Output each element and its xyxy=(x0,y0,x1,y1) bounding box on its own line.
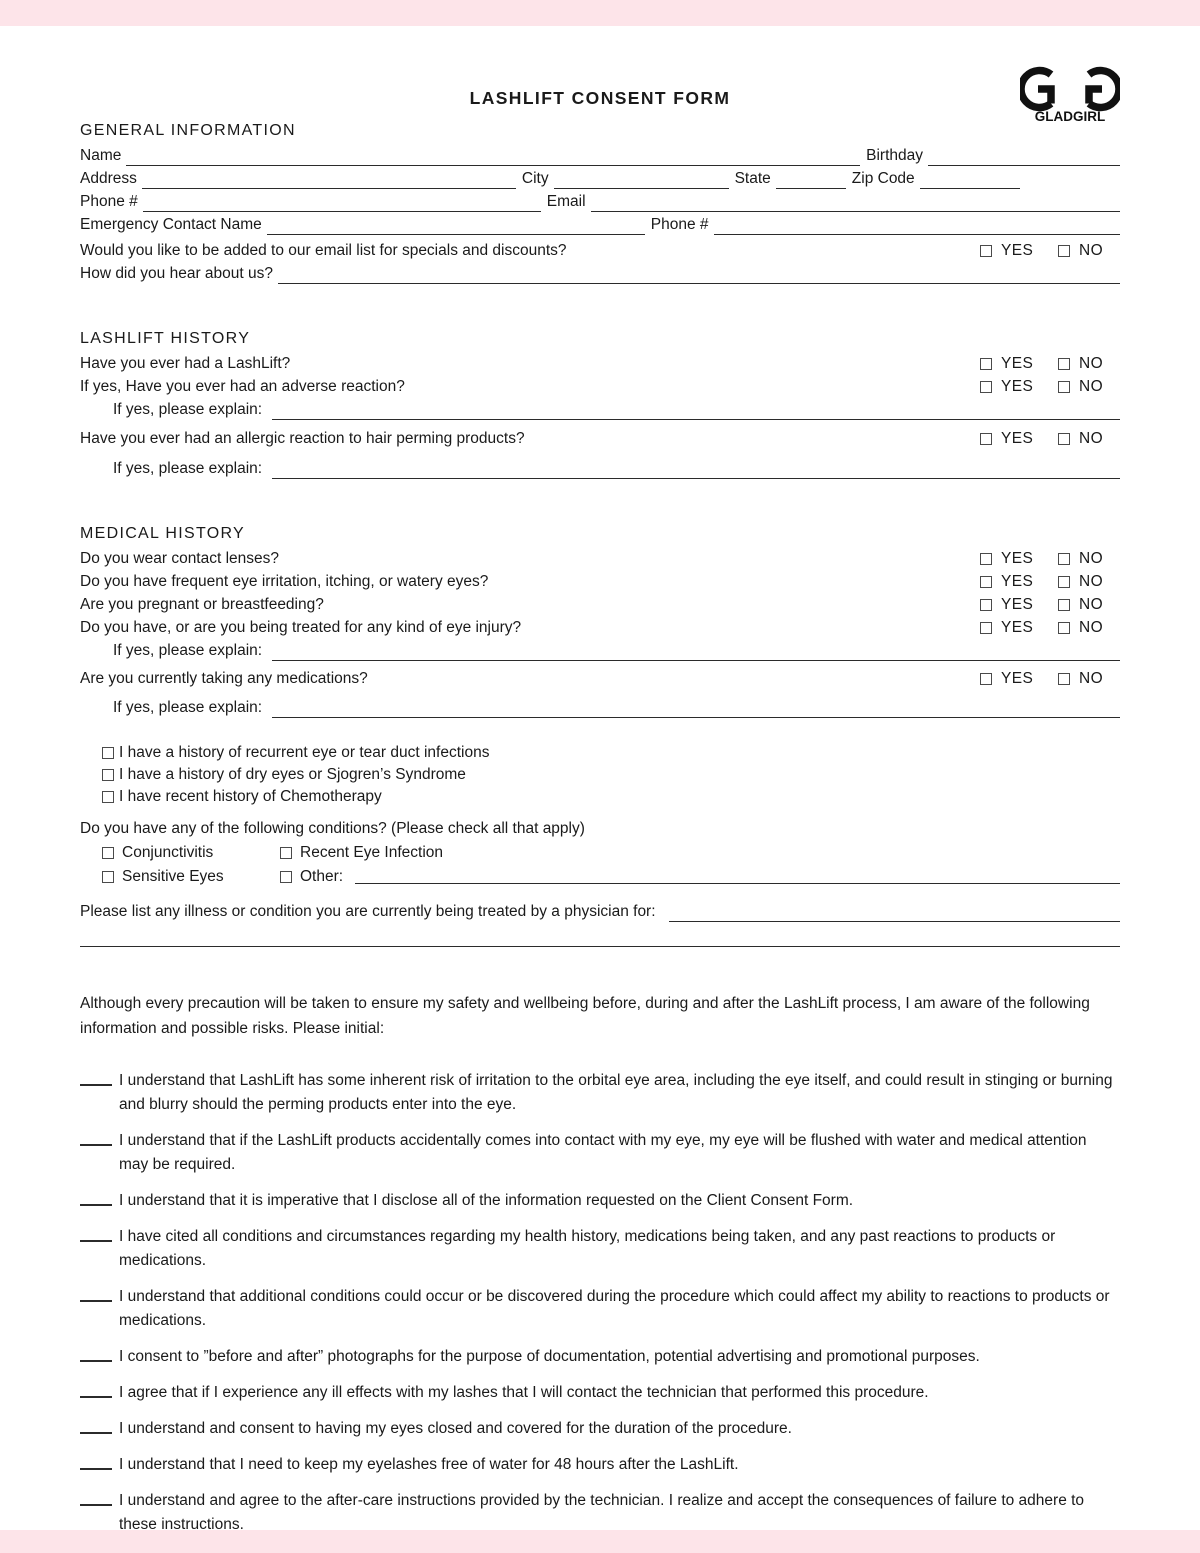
label-state: State xyxy=(734,170,771,187)
label-emergency-contact-name: Emergency Contact Name xyxy=(80,216,262,233)
consent-item xyxy=(80,1453,1120,1477)
row-history-check-1[interactable] xyxy=(80,742,1120,764)
consent-item xyxy=(80,1345,1120,1369)
label-yes: YES xyxy=(1001,670,1034,687)
page-title: LASHLIFT CONSENT FORM xyxy=(469,88,731,108)
section-lashlift-history xyxy=(80,330,1120,479)
row-medical-explain-1 xyxy=(80,640,1120,661)
consent-item-text: I understand that additional conditions could occur or be discovered during the procedure which could affect my ability to reactions to products or medications. xyxy=(119,1288,1110,1329)
condition-sensitive-eyes[interactable] xyxy=(102,865,280,889)
input-address[interactable] xyxy=(142,174,516,189)
input-medical-explain-2[interactable] xyxy=(272,703,1120,718)
label-zip-code: Zip Code xyxy=(851,170,915,187)
label-yes: YES xyxy=(1001,430,1034,447)
row-history-check-2[interactable] xyxy=(80,764,1120,786)
checkbox-email-list-no[interactable] xyxy=(1058,245,1070,257)
consent-item xyxy=(80,1225,1120,1273)
consent-item-text: I have cited all conditions and circumstances regarding my health history, medications being taken, and any past reactions to products or medications. xyxy=(119,1228,1056,1269)
section-heading-medical-history: MEDICAL HISTORY xyxy=(80,525,246,542)
condition-conjunctivitis[interactable] xyxy=(102,841,280,865)
row-medical-q5 xyxy=(80,668,1120,690)
input-state[interactable] xyxy=(776,174,846,189)
label-medical-q2: Do you have frequent eye irritation, itching, or watery eyes? xyxy=(80,573,489,590)
section-heading-lashlift-history: LASHLIFT HISTORY xyxy=(80,330,251,347)
label-no: NO xyxy=(1079,430,1104,447)
checkbox-dry-eyes-sjogrens[interactable] xyxy=(102,769,114,781)
input-zip-code[interactable] xyxy=(920,174,1020,189)
input-city[interactable] xyxy=(554,174,729,189)
initials-input[interactable] xyxy=(80,1071,112,1086)
label-yes: YES xyxy=(1001,573,1034,590)
initials-input[interactable] xyxy=(80,1383,112,1398)
checkbox-medical-q5-no[interactable] xyxy=(1058,673,1070,685)
label-email: Email xyxy=(546,193,586,210)
label-yes: YES xyxy=(1001,619,1034,636)
label-conditions-prompt: Do you have any of the following conditions? (Please check all that apply) xyxy=(80,820,585,837)
consent-item xyxy=(80,1381,1120,1405)
checkbox-lashlift-q3-yes[interactable] xyxy=(980,433,992,445)
label-sensitive-eyes: Sensitive Eyes xyxy=(122,868,224,885)
checkbox-lashlift-q3-no[interactable] xyxy=(1058,433,1070,445)
label-lashlift-q1: Have you ever had a LashLift? xyxy=(80,355,291,372)
input-lashlift-explain-2[interactable] xyxy=(272,464,1120,479)
checkbox-email-list-yes[interactable] xyxy=(980,245,992,257)
row-lashlift-q1 xyxy=(80,353,1120,375)
row-lashlift-explain-1 xyxy=(80,399,1120,420)
label-no: NO xyxy=(1079,619,1104,636)
label-birthday: Birthday xyxy=(866,147,923,164)
consent-initial-list xyxy=(80,1069,1120,1537)
row-lashlift-explain-2 xyxy=(80,458,1120,479)
input-how-did-you-hear[interactable] xyxy=(278,269,1120,284)
label-lashlift-q3: Have you ever had an allergic reaction to hair perming products? xyxy=(80,430,525,447)
label-no: NO xyxy=(1079,550,1104,567)
form-page xyxy=(0,26,1200,1533)
checkbox-lashlift-q1-yes[interactable] xyxy=(980,358,992,370)
condition-other[interactable] xyxy=(280,865,1120,889)
label-no: NO xyxy=(1079,242,1104,259)
row-physician xyxy=(80,901,1120,922)
checkbox-medical-q4-yes[interactable] xyxy=(980,622,992,634)
consent-item xyxy=(80,1489,1120,1537)
section-heading-general: GENERAL INFORMATION xyxy=(80,122,296,139)
label-yes: YES xyxy=(1001,242,1034,259)
input-name[interactable] xyxy=(126,151,860,166)
section-general-information xyxy=(80,122,1120,284)
label-address: Address xyxy=(80,170,137,187)
initials-input[interactable] xyxy=(80,1131,112,1146)
label-lashlift-q2: If yes, Have you ever had an adverse reaction? xyxy=(80,378,405,395)
label-no: NO xyxy=(1079,378,1104,395)
input-physician-1[interactable] xyxy=(669,907,1120,922)
label-yes: YES xyxy=(1001,355,1034,372)
row-conditions-2 xyxy=(80,865,1120,889)
label-other-condition: Other: xyxy=(300,868,344,885)
consent-item xyxy=(80,1189,1120,1213)
label-email-list-question: Would you like to be added to our email list for specials and discounts? xyxy=(80,242,567,259)
input-other-condition[interactable] xyxy=(355,870,1120,884)
consent-item xyxy=(80,1129,1120,1177)
gladgirl-double-g-logo xyxy=(1020,54,1120,124)
row-medical-explain-2 xyxy=(80,697,1120,718)
consent-item-text: I understand and consent to having my eyes closed and covered for the duration of the procedure. xyxy=(119,1420,792,1437)
consent-item xyxy=(80,1069,1120,1117)
input-lashlift-explain-1[interactable] xyxy=(272,405,1120,420)
row-history-check-3[interactable] xyxy=(80,786,1120,808)
input-emergency-phone[interactable] xyxy=(714,220,1120,235)
checkbox-medical-q3-yes[interactable] xyxy=(980,599,992,611)
label-name: Name xyxy=(80,147,122,164)
consent-item-text: I consent to ”before and after” photographs for the purpose of documentation, potential advertising and promotional purposes. xyxy=(119,1348,980,1365)
label-how-did-you-hear: How did you hear about us? xyxy=(80,265,274,282)
initials-input[interactable] xyxy=(80,1347,112,1362)
consent-item-text: I understand and agree to the after-care instructions provided by the technician. I realize and accept the consequences of failure to adhere to these instructions. xyxy=(119,1492,1085,1533)
section-consent xyxy=(80,991,1120,1537)
row-medical-q2 xyxy=(80,571,1120,593)
row-medical-q3 xyxy=(80,594,1120,616)
label-recent-chemotherapy: I have recent history of Chemotherapy xyxy=(119,788,382,805)
consent-item-text: I understand that I need to keep my eyelashes free of water for 48 hours after the LashLift. xyxy=(119,1456,739,1473)
label-physician: Please list any illness or condition you are currently being treated by a physician for: xyxy=(80,903,656,920)
label-no: NO xyxy=(1079,596,1104,613)
label-yes: YES xyxy=(1001,550,1034,567)
document-header xyxy=(80,26,1120,122)
initials-input[interactable] xyxy=(80,1191,112,1206)
input-phone[interactable] xyxy=(143,197,541,212)
checkbox-sensitive-eyes[interactable] xyxy=(102,871,114,883)
consent-item xyxy=(80,1285,1120,1333)
initials-input[interactable] xyxy=(80,1419,112,1434)
checkbox-lashlift-q2-yes[interactable] xyxy=(980,381,992,393)
label-no: NO xyxy=(1079,355,1104,372)
label-dry-eyes-sjogrens: I have a history of dry eyes or Sjogren’s Syndrome xyxy=(119,766,466,783)
checkbox-conjunctivitis[interactable] xyxy=(102,847,114,859)
label-explain: If yes, please explain: xyxy=(113,642,263,659)
label-explain: If yes, please explain: xyxy=(113,401,263,418)
initials-input[interactable] xyxy=(80,1227,112,1242)
label-recurrent-eye-infections: I have a history of recurrent eye or tear duct infections xyxy=(119,744,490,761)
checkbox-medical-q1-no[interactable] xyxy=(1058,553,1070,565)
row-lashlift-q3 xyxy=(80,428,1120,450)
row-medical-q4 xyxy=(80,617,1120,639)
row-medical-q1 xyxy=(80,548,1120,570)
consent-item-text: I understand that it is imperative that I disclose all of the information requested on the Client Consent Form. xyxy=(119,1192,854,1209)
label-recent-eye-infection: Recent Eye Infection xyxy=(300,844,444,861)
label-no: NO xyxy=(1079,670,1104,687)
label-explain: If yes, please explain: xyxy=(113,460,263,477)
initials-input[interactable] xyxy=(80,1455,112,1470)
initials-input[interactable] xyxy=(80,1287,112,1302)
checkbox-medical-q4-no[interactable] xyxy=(1058,622,1070,634)
label-medical-q4: Do you have, or are you being treated for any kind of eye injury? xyxy=(80,619,522,636)
section-medical-history xyxy=(80,525,1120,947)
label-phone: Phone # xyxy=(80,193,138,210)
checkbox-recent-chemotherapy[interactable] xyxy=(102,791,114,803)
checkbox-recurrent-eye-infections[interactable] xyxy=(102,747,114,759)
consent-item-text: I understand that LashLift has some inherent risk of irritation to the orbital eye area, including the eye itself, and could result in stinging or burning and blurry should the perming products enter into the eye. xyxy=(119,1072,1113,1113)
row-phone-email xyxy=(80,191,1120,212)
input-birthday[interactable] xyxy=(928,151,1120,166)
checkbox-medical-q3-no[interactable] xyxy=(1058,599,1070,611)
checkbox-medical-q2-no[interactable] xyxy=(1058,576,1070,588)
input-physician-2[interactable] xyxy=(80,946,1120,947)
input-email[interactable] xyxy=(591,197,1120,212)
checkbox-lashlift-q2-no[interactable] xyxy=(1058,381,1070,393)
row-email-list-question xyxy=(80,240,1120,262)
top-accent-band xyxy=(0,0,1200,26)
consent-item-text: I agree that if I experience any ill effects with my lashes that I will contact the technician that performed this procedure. xyxy=(119,1384,929,1401)
brand-wordmark: GLADGIRL xyxy=(1034,109,1106,124)
checkbox-medical-q2-yes[interactable] xyxy=(980,576,992,588)
label-medical-q5: Are you currently taking any medications? xyxy=(80,670,368,687)
checkbox-other-condition[interactable] xyxy=(280,871,292,883)
checkbox-recent-eye-infection[interactable] xyxy=(280,847,292,859)
label-medical-q1: Do you wear contact lenses? xyxy=(80,550,280,567)
row-conditions-prompt xyxy=(80,818,1120,840)
consent-item xyxy=(80,1417,1120,1441)
row-how-did-you-hear xyxy=(80,263,1120,284)
checkbox-lashlift-q1-no[interactable] xyxy=(1058,358,1070,370)
row-name-birthday xyxy=(80,145,1120,166)
row-emergency-contact xyxy=(80,214,1120,235)
label-conjunctivitis: Conjunctivitis xyxy=(122,844,214,861)
consent-intro: Although every precaution will be taken to ensure my safety and wellbeing before, during and after the LashLift process, I am aware of the following information and possible risks. Please initial: xyxy=(80,995,1090,1037)
row-lashlift-q2 xyxy=(80,376,1120,398)
label-explain: If yes, please explain: xyxy=(113,699,263,716)
label-emergency-phone: Phone # xyxy=(650,216,709,233)
label-yes: YES xyxy=(1001,378,1034,395)
label-medical-q3: Are you pregnant or breastfeeding? xyxy=(80,596,324,613)
condition-recent-eye-infection[interactable] xyxy=(280,841,1120,865)
label-yes: YES xyxy=(1001,596,1034,613)
input-emergency-contact-name[interactable] xyxy=(267,220,645,235)
input-medical-explain-1[interactable] xyxy=(272,646,1120,661)
checkbox-medical-q1-yes[interactable] xyxy=(980,553,992,565)
row-address xyxy=(80,168,1120,189)
label-city: City xyxy=(521,170,549,187)
consent-item-text: I understand that if the LashLift products accidentally comes into contact with my eye, my eye will be flushed with water and medical attention may be required. xyxy=(119,1132,1087,1173)
checkbox-medical-q5-yes[interactable] xyxy=(980,673,992,685)
label-no: NO xyxy=(1079,573,1104,590)
initials-input[interactable] xyxy=(80,1491,112,1506)
row-conditions-1 xyxy=(80,841,1120,865)
